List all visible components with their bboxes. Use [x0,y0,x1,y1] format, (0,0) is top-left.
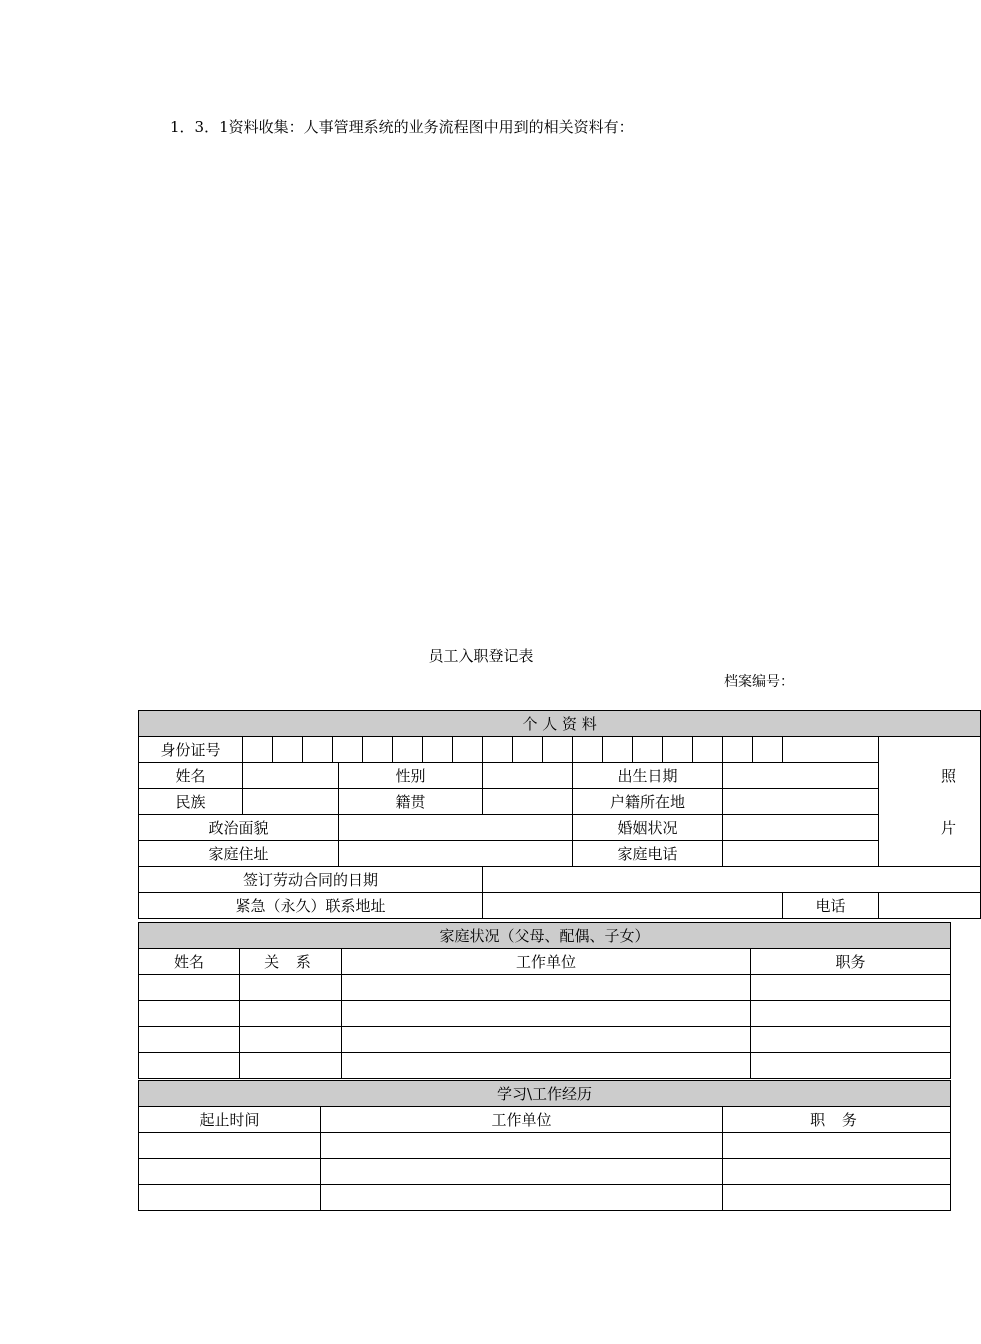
id-digit-box[interactable] [303,737,333,763]
name-field[interactable] [243,763,339,789]
home-address-field[interactable] [339,841,573,867]
history-section-header: 学习\工作经历 [139,1081,951,1107]
family-cell[interactable] [240,975,342,1001]
family-cell[interactable] [342,975,751,1001]
id-digit-box[interactable] [363,737,393,763]
family-cell[interactable] [139,975,240,1001]
family-col-relation: 关 系 [240,949,342,975]
family-row [139,975,951,1001]
family-cell[interactable] [342,1053,751,1079]
contract-date-label: 签订劳动合同的日期 [139,867,483,893]
id-digit-box[interactable] [273,737,303,763]
family-row [139,1001,951,1027]
home-phone-label: 家庭电话 [573,841,723,867]
personal-info-table [138,710,981,919]
family-cell[interactable] [139,1001,240,1027]
household-location-label: 户籍所在地 [573,789,723,815]
gender-label: 性别 [339,763,483,789]
emergency-address-field[interactable] [483,893,783,919]
ethnicity-field[interactable] [243,789,339,815]
history-cell[interactable] [723,1159,951,1185]
family-cell[interactable] [342,1027,751,1053]
family-col-position: 职务 [751,949,951,975]
gender-field[interactable] [483,763,573,789]
id-digit-box[interactable] [633,737,663,763]
id-digit-box[interactable] [513,737,543,763]
id-digit-box[interactable] [483,737,513,763]
history-cell[interactable] [139,1159,321,1185]
family-cell[interactable] [751,975,951,1001]
section-heading: 1．3．1资料收集：人事管理系统的业务流程图中用到的相关资料有： [170,118,634,136]
id-digit-box[interactable] [693,737,723,763]
id-digit-box[interactable] [243,737,273,763]
history-col-employer: 工作单位 [321,1107,723,1133]
family-row [139,1027,951,1053]
contract-date-field[interactable] [483,867,981,893]
id-digit-box[interactable] [393,737,423,763]
photo-box [879,737,981,867]
id-digit-box[interactable] [543,737,573,763]
id-digit-box[interactable] [663,737,693,763]
name-label: 姓名 [139,763,243,789]
photo-label-bottom: 片 [941,819,957,837]
family-cell[interactable] [240,1027,342,1053]
family-status-table [138,922,951,1079]
history-cell[interactable] [139,1185,321,1211]
history-cell[interactable] [321,1185,723,1211]
phone-label: 电话 [783,893,879,919]
political-status-label: 政治面貌 [139,815,339,841]
history-cell[interactable] [321,1133,723,1159]
id-digit-box[interactable] [723,737,753,763]
family-cell[interactable] [139,1053,240,1079]
id-digit-box[interactable] [753,737,783,763]
id-digit-box[interactable] [603,737,633,763]
id-digit-box[interactable] [573,737,603,763]
family-cell[interactable] [751,1001,951,1027]
history-row [139,1185,951,1211]
id-number-label: 身份证号 [139,737,243,763]
ethnicity-label: 民族 [139,789,243,815]
home-address-label: 家庭住址 [139,841,339,867]
family-cell[interactable] [139,1027,240,1053]
work-history-table [138,1080,951,1211]
photo-label-top: 照 [941,767,957,785]
history-col-position: 职 务 [723,1107,951,1133]
family-cell[interactable] [342,1001,751,1027]
history-cell[interactable] [139,1133,321,1159]
native-place-label: 籍贯 [339,789,483,815]
personal-section-header: 个 人 资 料 [139,711,981,737]
family-row [139,1053,951,1079]
history-row [139,1133,951,1159]
family-cell[interactable] [240,1001,342,1027]
birth-date-label: 出生日期 [573,763,723,789]
family-section-header: 家庭状况（父母、配偶、子女） [139,923,951,949]
id-digit-box[interactable] [423,737,453,763]
home-phone-field[interactable] [723,841,879,867]
birth-date-field[interactable] [723,763,879,789]
household-location-field[interactable] [723,789,879,815]
id-digit-box[interactable] [453,737,483,763]
history-cell[interactable] [321,1159,723,1185]
emergency-address-label: 紧急（永久）联系地址 [139,893,483,919]
native-place-field[interactable] [483,789,573,815]
id-extra-box[interactable] [783,737,879,763]
history-col-period: 起止时间 [139,1107,321,1133]
history-cell[interactable] [723,1133,951,1159]
history-row [139,1159,951,1185]
marital-status-label: 婚姻状况 [573,815,723,841]
family-col-name: 姓名 [139,949,240,975]
phone-field[interactable] [879,893,981,919]
archive-number-label: 档案编号： [724,674,794,690]
family-col-employer: 工作单位 [342,949,751,975]
marital-status-field[interactable] [723,815,879,841]
family-cell[interactable] [751,1027,951,1053]
political-status-field[interactable] [339,815,573,841]
family-cell[interactable] [751,1053,951,1079]
history-cell[interactable] [723,1185,951,1211]
id-digit-box[interactable] [333,737,363,763]
family-cell[interactable] [240,1053,342,1079]
form-title: 员工入职登记表 [428,647,534,665]
